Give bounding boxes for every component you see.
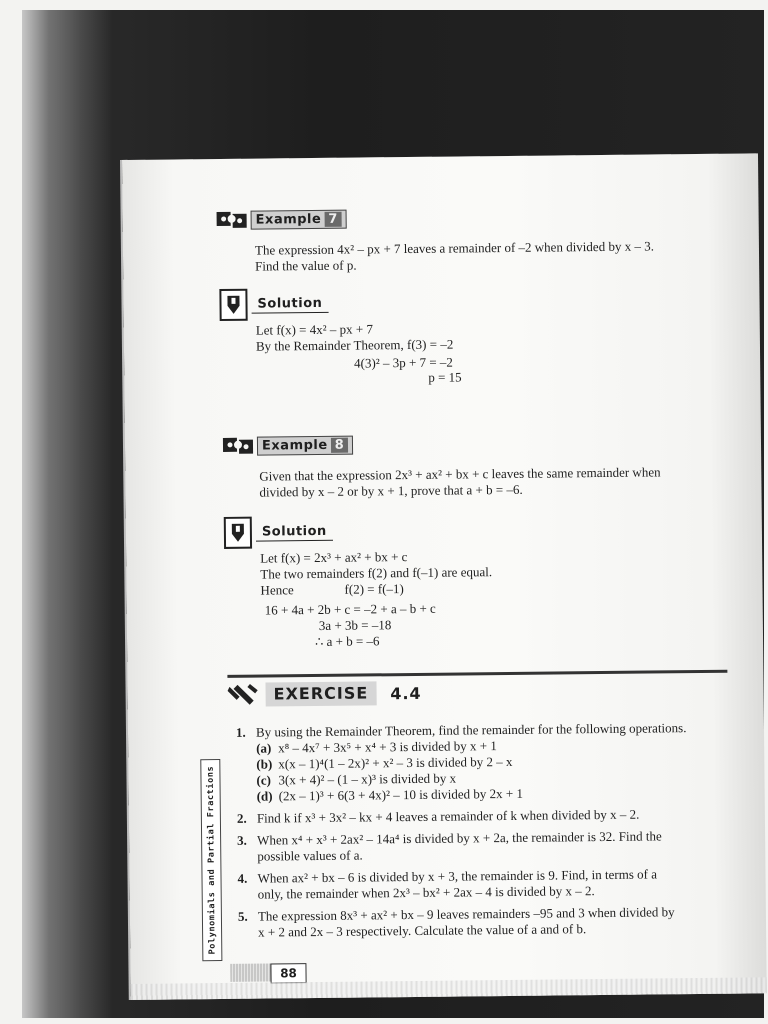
example-8-text — [259, 464, 661, 500]
solution-icon — [224, 517, 252, 549]
question-text: When ax² + bx – 6 is divided by x + 3, the remainder is 9. Find, in terms of a — [257, 866, 658, 886]
question-number: 4. — [237, 870, 248, 886]
example-7-text — [255, 238, 654, 274]
sub-question-text: (2x – 1)³ + 6(3 + 4x)² – 10 is divided by 2x + 1 — [278, 785, 524, 804]
chapter-title: Polynomials and Partial Fractions — [205, 765, 218, 955]
book-page — [122, 153, 767, 1000]
question-2 — [237, 805, 757, 826]
example-8-line-1: Given that the expression 2x³ + ax² + bx + c leaves the same remainder when — [259, 464, 661, 484]
solution-8-line-3 — [260, 580, 492, 598]
example-tag — [257, 435, 353, 455]
page-number-text: 88 — [280, 966, 297, 981]
sub-question-label: (d) — [256, 788, 273, 804]
solution-label: Solution — [256, 523, 333, 541]
solution-8-equation-3: ∴ a + b = –6 — [314, 633, 380, 650]
sub-question-text: 3(x + 4)² – (1 – x)³ is divided by x — [278, 770, 457, 788]
example-number: 7 — [324, 211, 342, 226]
question-text: The expression 8x³ + ax² + bx – 9 leaves remainders –95 and 3 when divided by — [257, 904, 675, 924]
scan-edge-shading — [22, 10, 112, 1018]
exercise-questions — [236, 719, 758, 940]
solution-8-header — [224, 516, 333, 549]
puzzle-icon — [214, 207, 250, 233]
solution-7-eq-2 — [428, 369, 462, 385]
exercise-header — [227, 681, 421, 707]
example-number: 8 — [331, 437, 349, 452]
example-8-header — [221, 432, 353, 459]
example-7-line-2: Find the value of p. — [255, 257, 357, 274]
question-text-cont: x + 2 and 2x – 3 respectively. Calculate the value of a and of b. — [258, 921, 587, 940]
hence-label: Hence — [260, 582, 294, 598]
solution-7-line-2: By the Remainder Theorem, f(3) = –2 — [255, 336, 454, 354]
example-label: Example — [255, 211, 322, 228]
question-text-cont: possible values of a. — [257, 847, 363, 864]
exercise-title: EXERCISE — [273, 683, 369, 704]
question-number: 1. — [235, 724, 246, 740]
question-number: 5. — [237, 908, 248, 924]
example-label: Example — [261, 437, 328, 454]
example-8-line-2: divided by x – 2 or by x + 1, prove that a + b = –6. — [259, 481, 523, 500]
tools-icon — [227, 683, 261, 707]
hence-equation: f(2) = f(–1) — [344, 581, 404, 597]
solution-icon — [219, 289, 247, 321]
exercise-title-box — [265, 681, 376, 706]
solution-8-eq-3 — [315, 633, 380, 650]
question-5 — [238, 903, 758, 940]
solution-7-text — [256, 321, 454, 355]
sub-question-label: (b) — [256, 756, 273, 772]
example-7-header — [214, 206, 346, 233]
solution-7-header — [219, 288, 328, 321]
solution-7-line-1: Let f(x) = 4x² – px + 7 — [255, 321, 373, 338]
example-tag — [251, 209, 347, 229]
question-number: 3. — [237, 832, 247, 848]
question-text: By using the Remainder Theorem, find the remainder for the following operations. — [255, 720, 687, 740]
sub-question-text: x(x – 1)⁴(1 – 2x)² + x² – 3 is divided by 2 – x — [278, 753, 513, 772]
solution-7-equation-1: 4(3)² – 3p + 7 = –2 — [354, 354, 453, 371]
question-text-cont: only, the remainder when 2x³ – bx² + 2ax – 4 is divided by x – 2. — [257, 883, 595, 902]
page-number — [270, 963, 306, 983]
question-text: Find k if x³ + 3x² – kx + 4 leaves a remainder of k when divided by x – 2. — [256, 806, 640, 826]
question-3 — [237, 827, 757, 864]
solution-8-equation-2: 3a + 3b = –18 — [318, 617, 392, 633]
question-4 — [237, 865, 757, 902]
solution-label: Solution — [251, 295, 328, 313]
sub-question-label: (a) — [256, 740, 272, 756]
solution-8-eq-1 — [265, 601, 436, 619]
exercise-number: 4.4 — [390, 683, 422, 703]
sub-question-text: x⁸ – 4x⁷ + 3x⁵ + x⁴ + 3 is divided by x + 1 — [278, 738, 497, 756]
example-7-line-1: The expression 4x² – px + 7 leaves a remainder of –2 when divided by x – 3. — [254, 238, 654, 258]
solution-8-line-1: Let f(x) = 2x³ + ax² + bx + c — [260, 549, 408, 566]
exercise-rule — [227, 670, 727, 678]
solution-8-line-2: The two remainders f(2) and f(–1) are equal. — [260, 564, 493, 582]
page-number-shade — [230, 963, 272, 981]
question-text: When x⁴ + x³ + 2ax² – 14a⁴ is divided by x + 2a, the remainder is 32. Find the — [257, 828, 662, 848]
solution-8-eq-2 — [319, 617, 392, 634]
solution-8-text — [260, 548, 492, 598]
sub-question-label: (c) — [256, 772, 272, 788]
puzzle-icon — [221, 433, 257, 459]
solution-8-equation-1: 16 + 4a + 2b + c = –2 + a – b + c — [264, 600, 436, 618]
question-number: 2. — [236, 810, 247, 826]
solution-7-equation-2: p = 15 — [428, 369, 462, 385]
chapter-side-tab — [200, 759, 222, 961]
